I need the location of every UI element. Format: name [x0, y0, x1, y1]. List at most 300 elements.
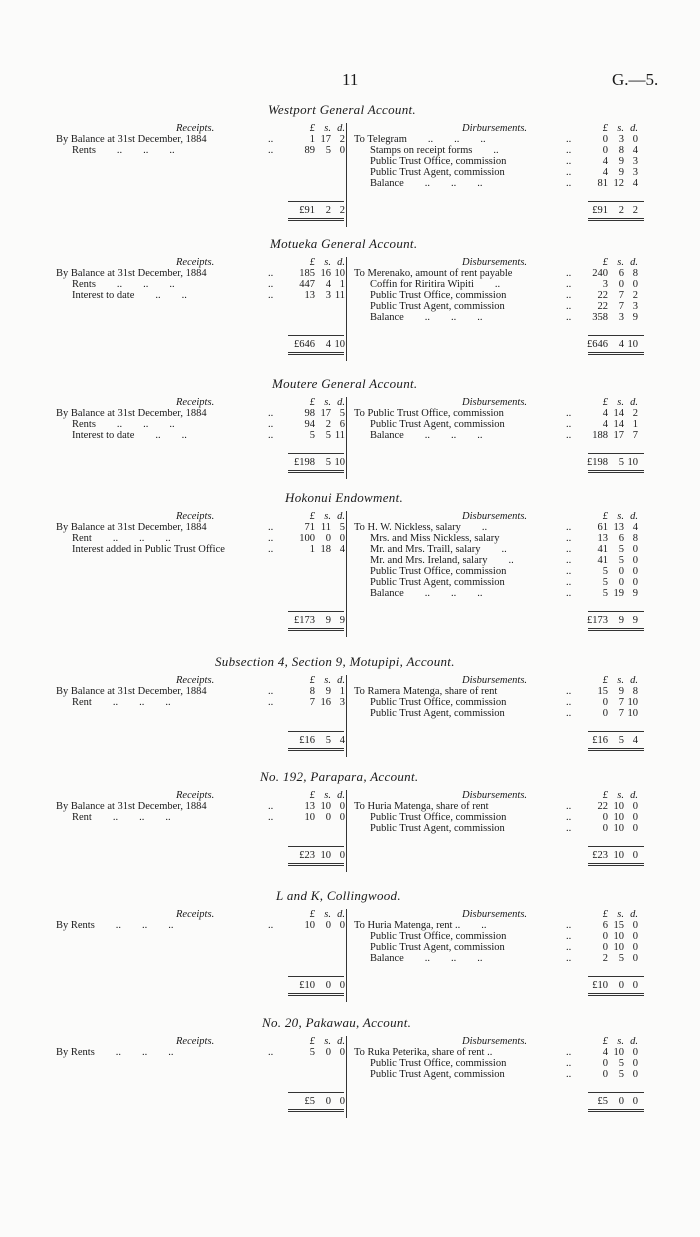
shillings-label: s.: [324, 1036, 331, 1047]
disbursement-amount: [585, 812, 638, 823]
shillings-label: s.: [617, 123, 624, 134]
receipt-amount-shillings: 0: [325, 1047, 331, 1058]
pounds-symbol: £: [309, 511, 315, 522]
disbursement-amount-pounds: 0: [602, 823, 608, 834]
disbursement-description: To Telegram .. .. ..: [354, 134, 486, 145]
disbursements-heading: Dirbursements.: [462, 123, 528, 134]
receipts-heading: Receipts.: [176, 123, 215, 134]
disbursement-amount-pounds: 240: [592, 268, 608, 279]
leader-dots: ..: [566, 312, 572, 323]
disbursement-amount-shillings: 10: [613, 1047, 624, 1058]
ledger-row: [0, 1047, 700, 1058]
disbursements-total-pounds: £173: [587, 615, 608, 626]
pence-label: d.: [630, 675, 638, 686]
disbursement-amount-pounds: 4: [602, 156, 608, 167]
ledger-row: [0, 555, 700, 566]
total-double-rule-left: [288, 218, 344, 221]
disbursement-description: Public Trust Agent, commission: [370, 577, 505, 588]
disbursements-total: [585, 457, 638, 468]
pounds-symbol: £: [602, 675, 608, 686]
account-title: Subsection 4, Section 9, Motupipi, Account.: [215, 654, 455, 669]
leader-dots: ..: [268, 290, 274, 301]
disbursement-amount-pence: 0: [632, 812, 638, 823]
shillings-label: s.: [617, 257, 624, 268]
shillings-label: s.: [617, 790, 624, 801]
shillings-label: s.: [324, 123, 331, 134]
receipt-amount-pounds: 10: [304, 920, 315, 931]
disbursement-amount: [585, 522, 638, 533]
totals-row: [0, 457, 700, 468]
receipt-amount: [292, 1047, 345, 1058]
pounds-symbol: £: [602, 511, 608, 522]
receipt-description: Interest added in Public Trust Office: [72, 544, 225, 555]
receipt-amount-pence: 0: [339, 533, 345, 544]
total-double-rule-right: [588, 470, 644, 473]
disbursements-total-pence: 0: [632, 850, 638, 861]
pence-label: d.: [630, 257, 638, 268]
receipts-currency-header: [292, 1036, 345, 1047]
pounds-symbol: £: [602, 397, 608, 408]
disbursement-amount-pounds: 22: [597, 801, 608, 812]
disbursement-amount: [585, 145, 638, 156]
leader-dots: ..: [268, 430, 274, 441]
ledger-row: [0, 801, 700, 812]
receipt-description: By Rents .. .. ..: [56, 920, 174, 931]
leader-dots: ..: [268, 279, 274, 290]
leader-dots: ..: [566, 588, 572, 599]
pence-label: d.: [630, 397, 638, 408]
receipts-currency-header: [292, 257, 345, 268]
receipt-description: By Balance at 31st December, 1884: [56, 522, 207, 533]
disbursement-amount-pounds: 5: [602, 588, 608, 599]
disbursement-description: Public Trust Agent, commission: [370, 708, 505, 719]
disbursements-currency-header: [585, 1036, 638, 1047]
receipts-total: [292, 735, 345, 746]
ledger-row: [0, 145, 700, 156]
disbursement-description: Balance .. .. ..: [370, 588, 483, 599]
disbursement-amount: [585, 430, 638, 441]
total-rule-left: [288, 846, 344, 847]
disbursement-amount: [585, 156, 638, 167]
disbursement-description: To Merenako, amount of rent payable: [354, 268, 513, 279]
disbursement-amount: [585, 167, 638, 178]
disbursement-amount-pounds: 188: [592, 430, 608, 441]
shillings-label: s.: [324, 675, 331, 686]
column-header-row: [0, 1036, 700, 1047]
totals-row: [0, 850, 700, 861]
disbursement-amount-pounds: 61: [597, 522, 608, 533]
receipt-amount: [292, 279, 345, 290]
disbursement-amount-pounds: 6: [602, 920, 608, 931]
receipt-amount: [292, 419, 345, 430]
receipt-description: By Balance at 31st December, 1884: [56, 801, 207, 812]
leader-dots: ..: [566, 1047, 572, 1058]
receipt-amount: [292, 522, 345, 533]
receipt-amount-pounds: 13: [304, 801, 315, 812]
receipt-amount-pounds: 13: [304, 290, 315, 301]
disbursement-amount-pence: 9: [632, 312, 638, 323]
disbursements-total-shillings: 2: [618, 205, 624, 216]
pence-label: d.: [337, 257, 345, 268]
disbursement-amount-shillings: 10: [613, 931, 624, 942]
pounds-symbol: £: [309, 909, 315, 920]
leader-dots: ..: [268, 697, 274, 708]
disbursement-amount-pence: 3: [632, 301, 638, 312]
disbursement-amount-shillings: 10: [613, 812, 624, 823]
disbursements-total-pounds: £198: [587, 457, 608, 468]
receipt-amount-shillings: 4: [325, 279, 331, 290]
leader-dots: ..: [566, 812, 572, 823]
account-title: Moutere General Account.: [272, 376, 418, 391]
disbursement-amount-pence: 1: [632, 419, 638, 430]
total-rule-right: [588, 335, 644, 336]
leader-dots: ..: [566, 301, 572, 312]
disbursement-description: Balance .. .. ..: [370, 953, 483, 964]
ledger-row: [0, 566, 700, 577]
receipt-amount-pence: 0: [339, 920, 345, 931]
total-double-rule-left: [288, 470, 344, 473]
leader-dots: ..: [268, 812, 274, 823]
receipt-amount-shillings: 0: [325, 920, 331, 931]
receipt-amount: [292, 430, 345, 441]
account-title: Hokonui Endowment.: [285, 490, 404, 505]
leader-dots: ..: [566, 1058, 572, 1069]
account-title: Motueka General Account.: [270, 236, 418, 251]
receipts-total: [292, 850, 345, 861]
disbursements-currency-header: [585, 397, 638, 408]
disbursement-description: Public Trust Office, commission: [370, 697, 507, 708]
disbursement-amount-pence: 10: [627, 708, 638, 719]
disbursement-amount: [585, 697, 638, 708]
pounds-symbol: £: [602, 1036, 608, 1047]
disbursement-amount-pence: 0: [632, 1069, 638, 1080]
disbursement-amount-shillings: 19: [613, 588, 624, 599]
leader-dots: ..: [566, 708, 572, 719]
receipts-currency-header: [292, 790, 345, 801]
disbursement-amount: [585, 408, 638, 419]
disbursements-total-pence: 0: [632, 980, 638, 991]
pence-label: d.: [630, 511, 638, 522]
disbursement-amount: [585, 920, 638, 931]
disbursements-heading: Disbursements.: [462, 790, 528, 801]
disbursement-amount-pounds: 15: [597, 686, 608, 697]
disbursements-total-shillings: 0: [618, 980, 624, 991]
leader-dots: ..: [566, 167, 572, 178]
receipts-total-pence: 2: [339, 205, 345, 216]
disbursements-currency-header: [585, 511, 638, 522]
disbursement-amount-shillings: 12: [613, 178, 624, 189]
receipt-amount: [292, 544, 345, 555]
shillings-label: s.: [617, 675, 624, 686]
disbursement-amount-pence: 0: [632, 920, 638, 931]
total-double-rule-right: [588, 863, 644, 866]
receipts-currency-header: [292, 397, 345, 408]
total-double-rule-left: [288, 1109, 344, 1112]
disbursement-amount: [585, 268, 638, 279]
leader-dots: ..: [566, 533, 572, 544]
page-number: 11: [342, 70, 359, 89]
disbursement-amount-pence: 0: [632, 577, 638, 588]
receipt-amount: [292, 801, 345, 812]
ledger-row: [0, 577, 700, 588]
ledger-row: [0, 430, 700, 441]
disbursement-amount-pounds: 5: [602, 577, 608, 588]
disbursement-amount: [585, 533, 638, 544]
receipt-description: Rent .. .. ..: [72, 812, 171, 823]
disbursement-amount-pounds: 22: [597, 301, 608, 312]
disbursements-heading: Disbursements.: [462, 511, 528, 522]
disbursement-amount-pence: 4: [632, 145, 638, 156]
receipts-total-shillings: 0: [325, 980, 331, 991]
receipts-total-shillings: 2: [325, 205, 331, 216]
disbursement-amount-pence: 0: [632, 134, 638, 145]
leader-dots: ..: [566, 566, 572, 577]
receipts-heading: Receipts.: [176, 397, 215, 408]
disbursement-amount-shillings: 7: [618, 697, 624, 708]
disbursements-currency-header: [585, 909, 638, 920]
disbursement-amount-pence: 0: [632, 555, 638, 566]
leader-dots: ..: [268, 419, 274, 430]
disbursement-amount: [585, 301, 638, 312]
disbursement-amount-pence: 2: [632, 290, 638, 301]
receipts-total-pence: 10: [334, 457, 345, 468]
receipts-total-shillings: 5: [325, 735, 331, 746]
account-title: L and K, Collingwood.: [276, 888, 401, 903]
ledger-row: [0, 686, 700, 697]
disbursement-amount-pence: 0: [632, 823, 638, 834]
disbursements-currency-header: [585, 123, 638, 134]
leader-dots: ..: [566, 942, 572, 953]
receipts-heading: Receipts.: [176, 790, 215, 801]
pence-label: d.: [630, 790, 638, 801]
disbursement-amount-shillings: 5: [618, 544, 624, 555]
disbursement-description: Mrs. and Miss Nickless, salary: [370, 533, 500, 544]
pence-label: d.: [337, 123, 345, 134]
leader-dots: ..: [566, 823, 572, 834]
disbursement-amount-shillings: 3: [618, 134, 624, 145]
disbursement-amount-shillings: 5: [618, 1069, 624, 1080]
leader-dots: ..: [268, 522, 274, 533]
total-rule-left: [288, 1092, 344, 1093]
disbursements-total-pence: 4: [632, 735, 638, 746]
total-rule-left: [288, 731, 344, 732]
disbursement-amount-pounds: 4: [602, 1047, 608, 1058]
account-title: Westport General Account.: [268, 102, 416, 117]
leader-dots: ..: [268, 544, 274, 555]
ledger-row: [0, 268, 700, 279]
disbursements-total-shillings: 9: [618, 615, 624, 626]
document-reference: G.—5.: [612, 70, 659, 89]
receipt-amount-pounds: 7: [309, 697, 315, 708]
receipt-amount: [292, 920, 345, 931]
disbursement-description: Public Trust Office, commission: [370, 931, 507, 942]
pence-label: d.: [337, 675, 345, 686]
pounds-symbol: £: [309, 1036, 315, 1047]
receipt-amount-pounds: 185: [299, 268, 315, 279]
disbursement-description: To Public Trust Office, commission: [354, 408, 504, 419]
disbursement-description: Public Trust Office, commission: [370, 290, 507, 301]
leader-dots: ..: [566, 134, 572, 145]
disbursement-description: To Ramera Matenga, share of rent: [354, 686, 498, 697]
ledger-row: [0, 419, 700, 430]
receipt-amount-shillings: 2: [325, 419, 331, 430]
receipt-amount-pounds: 89: [304, 145, 315, 156]
disbursement-amount-pence: 9: [632, 588, 638, 599]
disbursement-amount-pounds: 2: [602, 953, 608, 964]
receipts-heading: Receipts.: [176, 257, 215, 268]
disbursement-amount-pence: 2: [632, 408, 638, 419]
column-header-row: [0, 257, 700, 268]
receipts-total-pounds: £173: [294, 615, 315, 626]
total-double-rule-left: [288, 748, 344, 751]
disbursements-total-pence: 0: [632, 1096, 638, 1107]
column-header-row: [0, 675, 700, 686]
disbursement-amount-shillings: 9: [618, 686, 624, 697]
ledger-row: [0, 812, 700, 823]
ledger-row: [0, 301, 700, 312]
leader-dots: ..: [566, 268, 572, 279]
disbursements-total: [585, 615, 638, 626]
receipt-amount-pounds: 1: [309, 134, 315, 145]
receipt-amount-pounds: 94: [304, 419, 315, 430]
receipt-amount-pounds: 5: [309, 1047, 315, 1058]
disbursement-amount-shillings: 6: [618, 268, 624, 279]
receipt-amount: [292, 697, 345, 708]
ledger-row: [0, 697, 700, 708]
shillings-label: s.: [617, 397, 624, 408]
receipts-total-pounds: £23: [299, 850, 315, 861]
total-double-rule-left: [288, 993, 344, 996]
leader-dots: ..: [566, 931, 572, 942]
total-rule-left: [288, 976, 344, 977]
pounds-symbol: £: [602, 790, 608, 801]
receipts-currency-header: [292, 123, 345, 134]
disbursements-total-shillings: 5: [618, 735, 624, 746]
total-rule-right: [588, 1092, 644, 1093]
disbursement-amount-pence: 4: [632, 178, 638, 189]
disbursement-description: Public Trust Agent, commission: [370, 942, 505, 953]
disbursement-amount-pounds: 13: [597, 533, 608, 544]
disbursement-description: Balance .. .. ..: [370, 430, 483, 441]
disbursement-amount: [585, 279, 638, 290]
disbursement-description: To H. W. Nickless, salary ..: [354, 522, 488, 533]
disbursement-amount-shillings: 5: [618, 1058, 624, 1069]
receipt-amount-shillings: 5: [325, 430, 331, 441]
shillings-label: s.: [324, 397, 331, 408]
leader-dots: ..: [268, 408, 274, 419]
receipt-amount-pounds: 98: [304, 408, 315, 419]
disbursement-amount: [585, 290, 638, 301]
column-header-row: [0, 511, 700, 522]
disbursement-amount-pence: 0: [632, 279, 638, 290]
column-header-row: [0, 909, 700, 920]
receipt-amount-shillings: 17: [320, 134, 331, 145]
receipts-heading: Receipts.: [176, 909, 215, 920]
receipts-heading: Receipts.: [176, 675, 215, 686]
receipt-amount-pence: 0: [339, 812, 345, 823]
disbursement-description: Mr. and Mrs. Traill, salary ..: [370, 544, 507, 555]
receipt-amount-shillings: 11: [320, 522, 331, 533]
receipt-description: Rents .. .. ..: [72, 145, 175, 156]
receipt-description: Interest to date .. ..: [72, 290, 187, 301]
leader-dots: ..: [566, 522, 572, 533]
disbursement-description: Stamps on receipt forms ..: [370, 145, 499, 156]
ledger-row: [0, 533, 700, 544]
pence-label: d.: [337, 397, 345, 408]
column-header-row: [0, 397, 700, 408]
account-title: No. 192, Parapara, Account.: [260, 769, 419, 784]
disbursement-amount-shillings: 10: [613, 801, 624, 812]
receipt-amount-pence: 0: [339, 1047, 345, 1058]
total-double-rule-right: [588, 748, 644, 751]
pence-label: d.: [630, 123, 638, 134]
disbursements-currency-header: [585, 790, 638, 801]
disbursement-amount-shillings: 5: [618, 555, 624, 566]
disbursement-amount-pounds: 5: [602, 566, 608, 577]
disbursement-amount-shillings: 7: [618, 708, 624, 719]
receipt-amount-pence: 11: [334, 430, 345, 441]
disbursement-amount-shillings: 13: [613, 522, 624, 533]
disbursement-amount: [585, 1058, 638, 1069]
pounds-symbol: £: [309, 675, 315, 686]
disbursement-description: Public Trust Office, commission: [370, 812, 507, 823]
disbursements-total-pounds: £10: [592, 980, 608, 991]
leader-dots: ..: [566, 419, 572, 430]
disbursements-heading: Disbursements.: [462, 675, 528, 686]
disbursement-amount-pounds: 0: [602, 697, 608, 708]
leader-dots: ..: [566, 178, 572, 189]
receipts-total-shillings: 9: [325, 615, 331, 626]
leader-dots: ..: [566, 290, 572, 301]
leader-dots: ..: [566, 408, 572, 419]
disbursement-amount-shillings: 14: [613, 419, 624, 430]
disbursement-amount-pounds: 0: [602, 1058, 608, 1069]
disbursement-amount-pence: 7: [632, 430, 638, 441]
total-rule-left: [288, 611, 344, 612]
disbursement-amount-shillings: 17: [613, 430, 624, 441]
total-double-rule-right: [588, 218, 644, 221]
receipts-total-pence: 4: [339, 735, 345, 746]
ledger-row: [0, 167, 700, 178]
disbursement-amount: [585, 566, 638, 577]
disbursement-amount-pence: 4: [632, 522, 638, 533]
receipt-amount: [292, 134, 345, 145]
disbursement-description: Public Trust Agent, commission: [370, 823, 505, 834]
shillings-label: s.: [324, 790, 331, 801]
receipt-amount-pence: 0: [339, 801, 345, 812]
pounds-symbol: £: [602, 123, 608, 134]
receipt-amount-pence: 0: [339, 145, 345, 156]
disbursement-amount: [585, 178, 638, 189]
totals-row: [0, 339, 700, 350]
ledger-row: [0, 920, 700, 931]
leader-dots: ..: [566, 1069, 572, 1080]
receipts-total-pence: 0: [339, 980, 345, 991]
total-rule-right: [588, 731, 644, 732]
leader-dots: ..: [268, 134, 274, 145]
disbursements-currency-header: [585, 257, 638, 268]
disbursements-total: [585, 339, 638, 350]
ledger-row: [0, 178, 700, 189]
disbursements-total-shillings: 4: [618, 339, 624, 350]
disbursement-amount: [585, 931, 638, 942]
disbursement-amount-pence: 8: [632, 533, 638, 544]
receipts-total-pounds: £198: [294, 457, 315, 468]
receipts-total: [292, 980, 345, 991]
shillings-label: s.: [617, 511, 624, 522]
receipt-amount-pounds: 5: [309, 430, 315, 441]
disbursement-amount-pounds: 3: [602, 279, 608, 290]
